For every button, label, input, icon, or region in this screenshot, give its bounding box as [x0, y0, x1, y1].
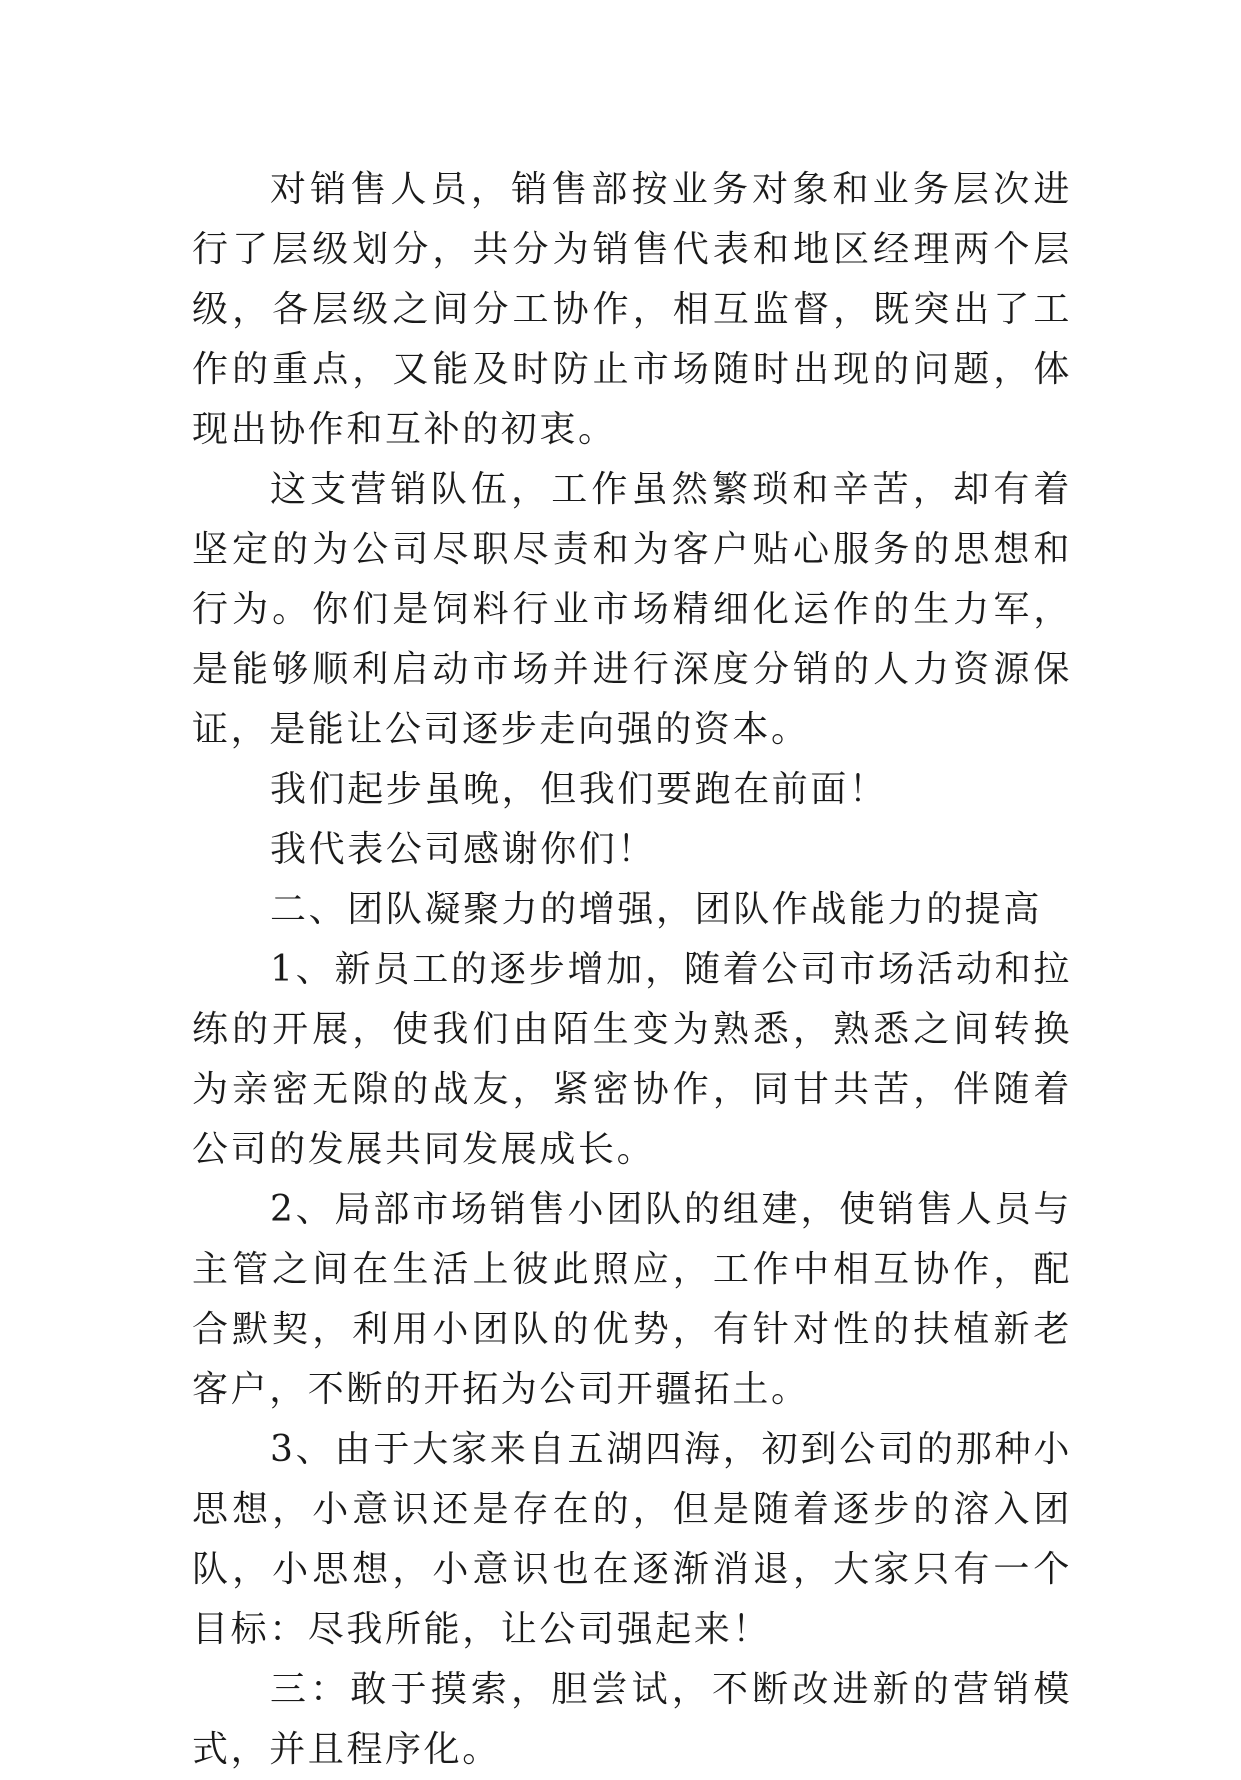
- paragraph-sales-structure: 对销售人员，销售部按业务对象和业务层次进行了层级划分，共分为销售代表和地区经理两个层级，各层级之间分工协作，相互监督，既突出了工作的重点，又能及时防止市场随时出现的问题，体现出协作和互补的初衷。: [192, 169, 1072, 450]
- paragraph-item-2: 2、局部市场销售小团队的组建，使销售人员与主管之间在生活上彼此照应，工作中相互协作，配合默契，利用小团队的优势，有针对性的扶植新老客户，不断的开拓为公司开疆拓土。: [192, 1189, 1072, 1410]
- section-heading-team-cohesion: 二、团队凝聚力的增强，团队作战能力的提高: [270, 889, 1043, 930]
- paragraph-marketing-team: 这支营销队伍，工作虽然繁琐和辛苦，却有着坚定的为公司尽职尽责和为客户贴心服务的思想和行为。你们是饲料行业市场精细化运作的生力军，是能够顺利启动市场并进行深度分销的人力资源保证，是能让公司逐步走向强的资本。: [192, 469, 1072, 750]
- document-body: [192, 160, 1072, 1780]
- paragraph-start-late: 我们起步虽晚，但我们要跑在前面！: [270, 769, 888, 810]
- paragraph-item-1: 1、新员工的逐步增加，随着公司市场活动和拉练的开展，使我们由陌生变为熟悉，熟悉之间转换为亲密无隙的战友，紧密协作，同甘共苦，伴随着公司的发展共同发展成长。: [192, 949, 1072, 1170]
- paragraph-item-3: 3、由于大家来自五湖四海，初到公司的那种小思想，小意识还是存在的，但是随着逐步的溶入团队，小思想，小意识也在逐渐消退，大家只有一个目标：尽我所能，让公司强起来！: [192, 1429, 1072, 1650]
- paragraph-thanks: 我代表公司感谢你们！: [270, 829, 657, 870]
- section-heading-explore: 三：敢于摸索，胆尝试，不断改进新的营销模式，并且程序化。: [192, 1669, 1072, 1770]
